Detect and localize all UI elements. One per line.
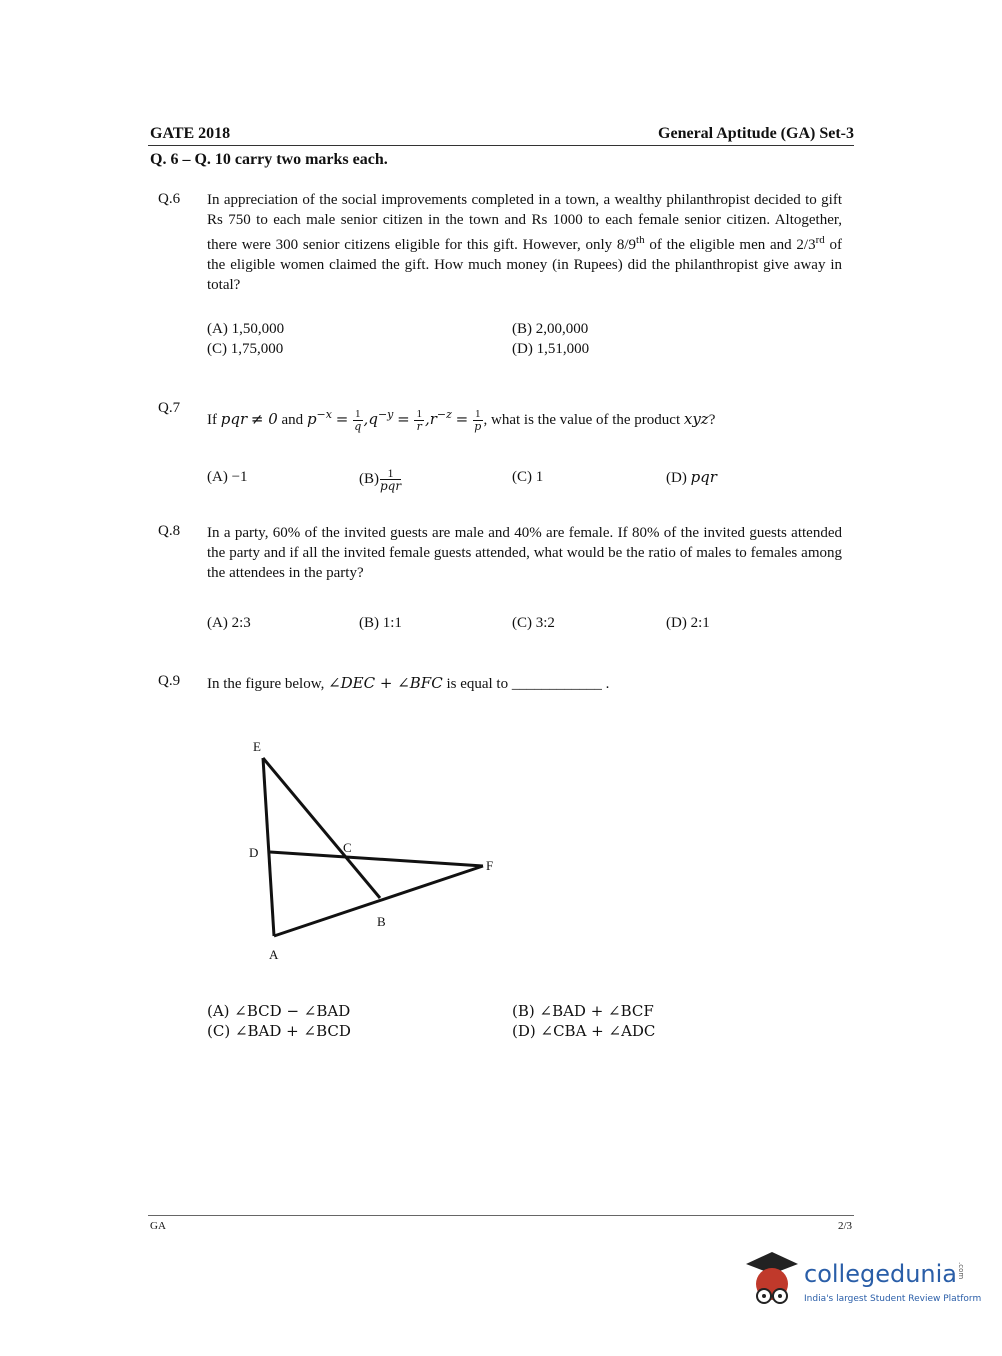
- q8-option-a: (A) 2:3: [207, 615, 251, 631]
- q6-option-b: (B) 2,00,000: [512, 321, 589, 337]
- question-number-9: Q.9: [158, 673, 181, 689]
- footer-page-number: 2/3: [837, 1220, 852, 1232]
- mascot-icon: [742, 1250, 802, 1316]
- line-DF: [270, 852, 483, 866]
- q6-option-c: (C) 1,75,000: [207, 341, 284, 357]
- brand-name: collegedunia: [804, 1260, 958, 1288]
- q9-option-b: (B) ∠BAD + ∠BCF: [512, 1002, 654, 1020]
- question-text-7: If pqr ≠ 0 and $p^{-x}$ = $\frac{1}{q}$ $,q^{-y}$ = $\frac{1}{r}$ $,r^{-z}$ = $\frac{1}{p}$ , what is the value of the product xyz?: [207, 408, 716, 434]
- q7-option-b: (B) $\frac{1}{\text{pqr}}$: [359, 466, 402, 493]
- figure-label-a: A: [269, 947, 279, 962]
- q8-option-c: (C) 3:2: [512, 615, 555, 631]
- section-title: Q. 6 – Q. 10 carry two marks each.: [150, 151, 388, 168]
- q9-option-c: (C) ∠BAD + ∠BCD: [207, 1022, 351, 1040]
- footer-rule: [148, 1215, 854, 1216]
- line-EB: [263, 758, 380, 898]
- brand-tagline: India's largest Student Review Platform: [804, 1294, 982, 1304]
- q9-option-d: (D) ∠CBA + ∠ADC: [512, 1022, 656, 1040]
- question-text-9: In the figure below, ∠DEC + ∠BFC is equal to ____________ .: [207, 674, 610, 692]
- q8-option-d: (D) 2:1: [666, 615, 710, 631]
- collegedunia-logo: [742, 1250, 982, 1320]
- question-text-8: In a party, 60% of the invited guests are male and 40% are female. If 80% of the invited guests attended the party and if all the invited female guests attended, what would be the ratio of males to females among the attendees in the party?: [207, 525, 842, 581]
- question-number-8: Q.8: [158, 523, 181, 539]
- figure-label-d: D: [249, 845, 259, 860]
- q6-option-a: (A) 1,50,000: [207, 321, 285, 337]
- q9-option-a: (A) ∠BCD − ∠BAD: [207, 1002, 351, 1020]
- q8-option-b: (B) 1:1: [359, 615, 402, 631]
- q7-option-a: (A) −1: [207, 469, 248, 485]
- figure-label-f: F: [486, 858, 494, 873]
- q7-option-c: (C) 1: [512, 469, 544, 485]
- line-EA: [263, 758, 274, 936]
- question-text-6: In appreciation of the social improvements completed in a town, a wealthy philanthropist decided to gift Rs 750 to each male senior citizen in the town and Rs 1000 to each female senior citizen. Altogether, there were 300 senior citizens eligible for this gift. However, only 8/9th of the eligible men and 2/3rd of the eligible women claimed the gift. How much money (in Rupees) did the philanthropist give away in total?: [207, 192, 842, 293]
- figure-label-b: B: [377, 914, 386, 929]
- question-number-6: Q.6: [158, 191, 181, 207]
- triangle-figure: [240, 740, 510, 970]
- brand-suffix: .com: [957, 1262, 965, 1280]
- header-rule: [148, 145, 854, 146]
- header-exam-title: GATE 2018: [150, 125, 231, 142]
- q6-option-d: (D) 1,51,000: [512, 341, 590, 357]
- question-number-7: Q.7: [158, 400, 181, 416]
- q7-option-d: (D) pqr: [666, 468, 717, 486]
- figure-label-c: C: [343, 840, 352, 855]
- header-paper-title: General Aptitude (GA) Set-3: [658, 125, 854, 142]
- footer-left: GA: [150, 1220, 166, 1232]
- figure-label-e: E: [253, 739, 261, 754]
